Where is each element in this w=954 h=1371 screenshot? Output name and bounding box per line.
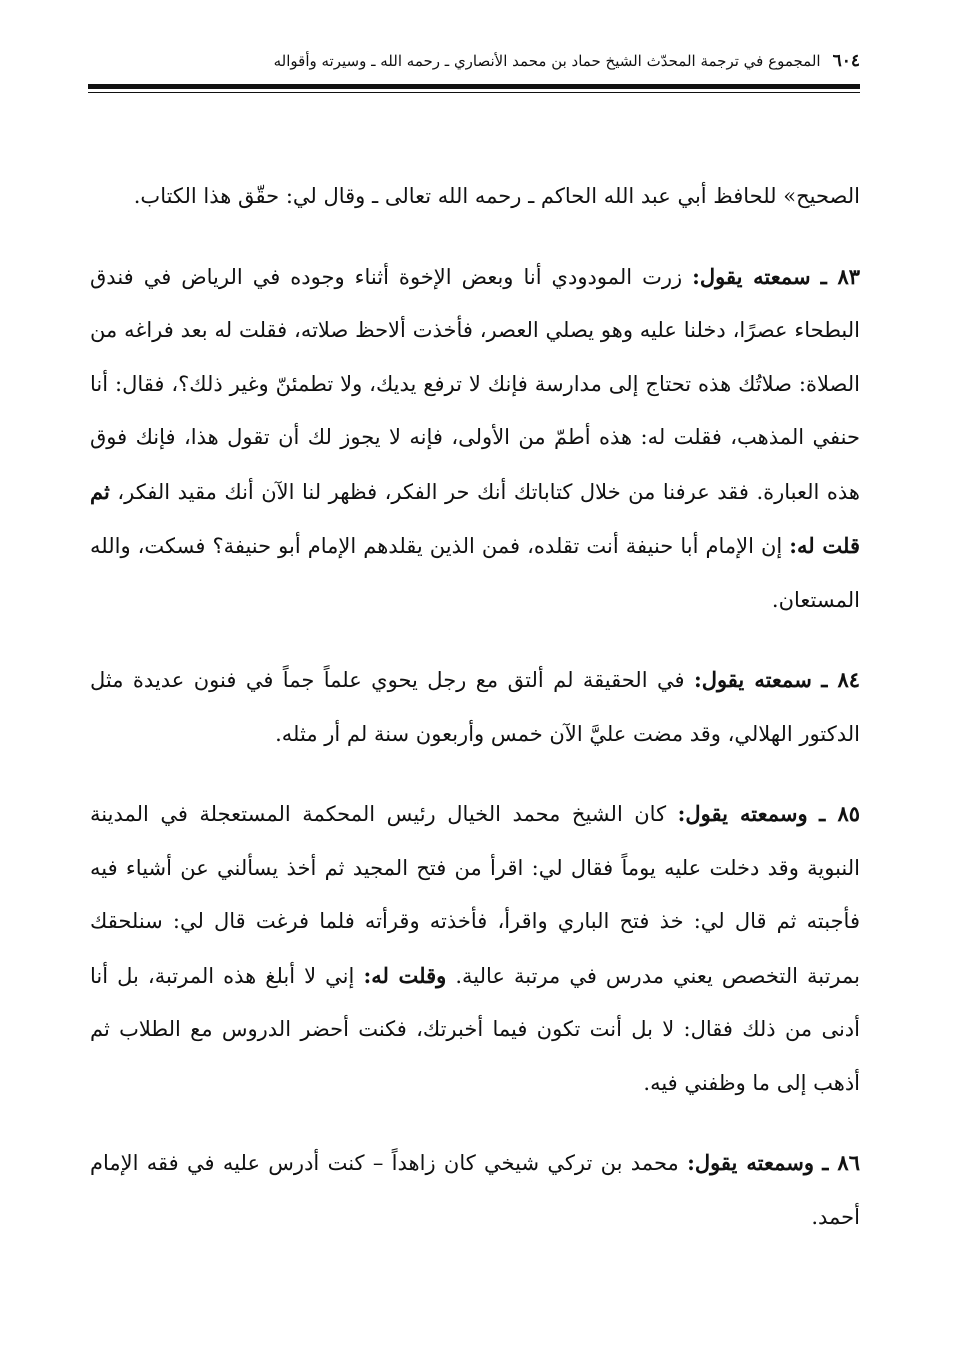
entry-number: ٨٣ ـ [820, 263, 861, 289]
entry-lead: سمعته يقول: [692, 263, 811, 289]
paragraph-text-secondary: إني لا أبلغ هذه المرتبة، بل أنا أدنى من ذلك فقال: لا بل أنت تكون فيما أخبرتك، فكنت أحضر الدروس مع الطلاب ثم أذهب إلى ما وظفني فيه. [90, 963, 860, 1095]
paragraph-84 [90, 653, 860, 761]
entry-lead-secondary: ثم قلت له: [90, 478, 860, 558]
paragraph-continuation [90, 170, 860, 224]
paragraph-text: محمد بن تركي شيخي كان زاهداً – كنت أدرس عليه في فقه الإمام أحمد. [90, 1151, 860, 1229]
paragraph-83 [90, 250, 860, 628]
paragraph-text: الصحيح» للحافظ أبي عبد الله الحاكم ـ رحمه الله تعالى ـ وقال لي: حقّق هذا الكتاب. [133, 184, 860, 208]
body-text [90, 170, 860, 1244]
header-rule-thin [88, 92, 860, 93]
running-title: المجموع في ترجمة المحدّث الشيخ حماد بن محمد الأنصاري ـ رحمه الله ـ وسيرته وأقواله [273, 52, 821, 70]
entry-number: ٨٦ ـ [822, 1150, 860, 1175]
entry-number: ٨٥ ـ [819, 801, 860, 826]
paragraph-text: كان الشيخ محمد الخيال رئيس المحكمة المستعجلة في المدينة النبوية وقد دخلت عليه يوماً فقال لي: اقرأ من فتح المجيد ثم أخذ يسألني عن أشياء فيه فأجبته ثم قال لي: خذ فتح الباري واقرأ، فأخذته وقرأته فلما فرغت قال لي: سنلحقك بمرتبة التخصص يعني مدرس في مرتبة عالية. [90, 802, 861, 988]
entry-lead: وسمعته يقول: [677, 801, 808, 826]
running-header [90, 44, 860, 78]
paragraph-text: زرت المودودي أنا وبعض الإخوة أثناء وجوده في الرياض في فندق البطحاء عصرًا، دخلنا عليه وهو يصلي العصر، فأخذت ألاحظ صلاته، فقلت له بعد فراغه من الصلاة: صلاتُك هذه تحتاج إلى مدارسة فإنك لا ترفع يديك، ولا تطمئنّ وغير ذلك؟، فقال: أنا حنفي المذهب، فقلت له: هذه أطمّ من الأولى، فإنه لا يجوز لك أن تقول هذا، فإنك فوق هذه العبارة. فقد عرفنا من خلال كتاباتك أنك حر الفكر، فظهر لنا الآن أنك مقيد الفكر، [90, 264, 860, 504]
page-number: ٦٠٤ [832, 51, 860, 71]
paragraph-86 [90, 1136, 860, 1244]
entry-lead: سمعته يقول: [693, 667, 812, 692]
paragraph-text: في الحقيقة لم ألتق مع رجل يحوي علماً جماً في فنون عديدة مثل الدكتور الهلالي، وقد مضت عليَّ الآن خمس وأربعون سنة لم أر مثله. [90, 668, 860, 746]
entry-lead: وسمعته يقول: [687, 1150, 814, 1175]
paragraph-text-secondary: إن الإمام أبا حنيفة أنت تقلده، فمن الذين يقلدهم الإمام أبو حنيفة؟ فسكت، والله المستعان. [90, 534, 860, 612]
paragraph-85 [90, 787, 860, 1110]
entry-lead-secondary: وقلت له: [363, 962, 447, 988]
entry-number: ٨٤ ـ [821, 667, 861, 692]
header-rule-thick [88, 84, 860, 89]
